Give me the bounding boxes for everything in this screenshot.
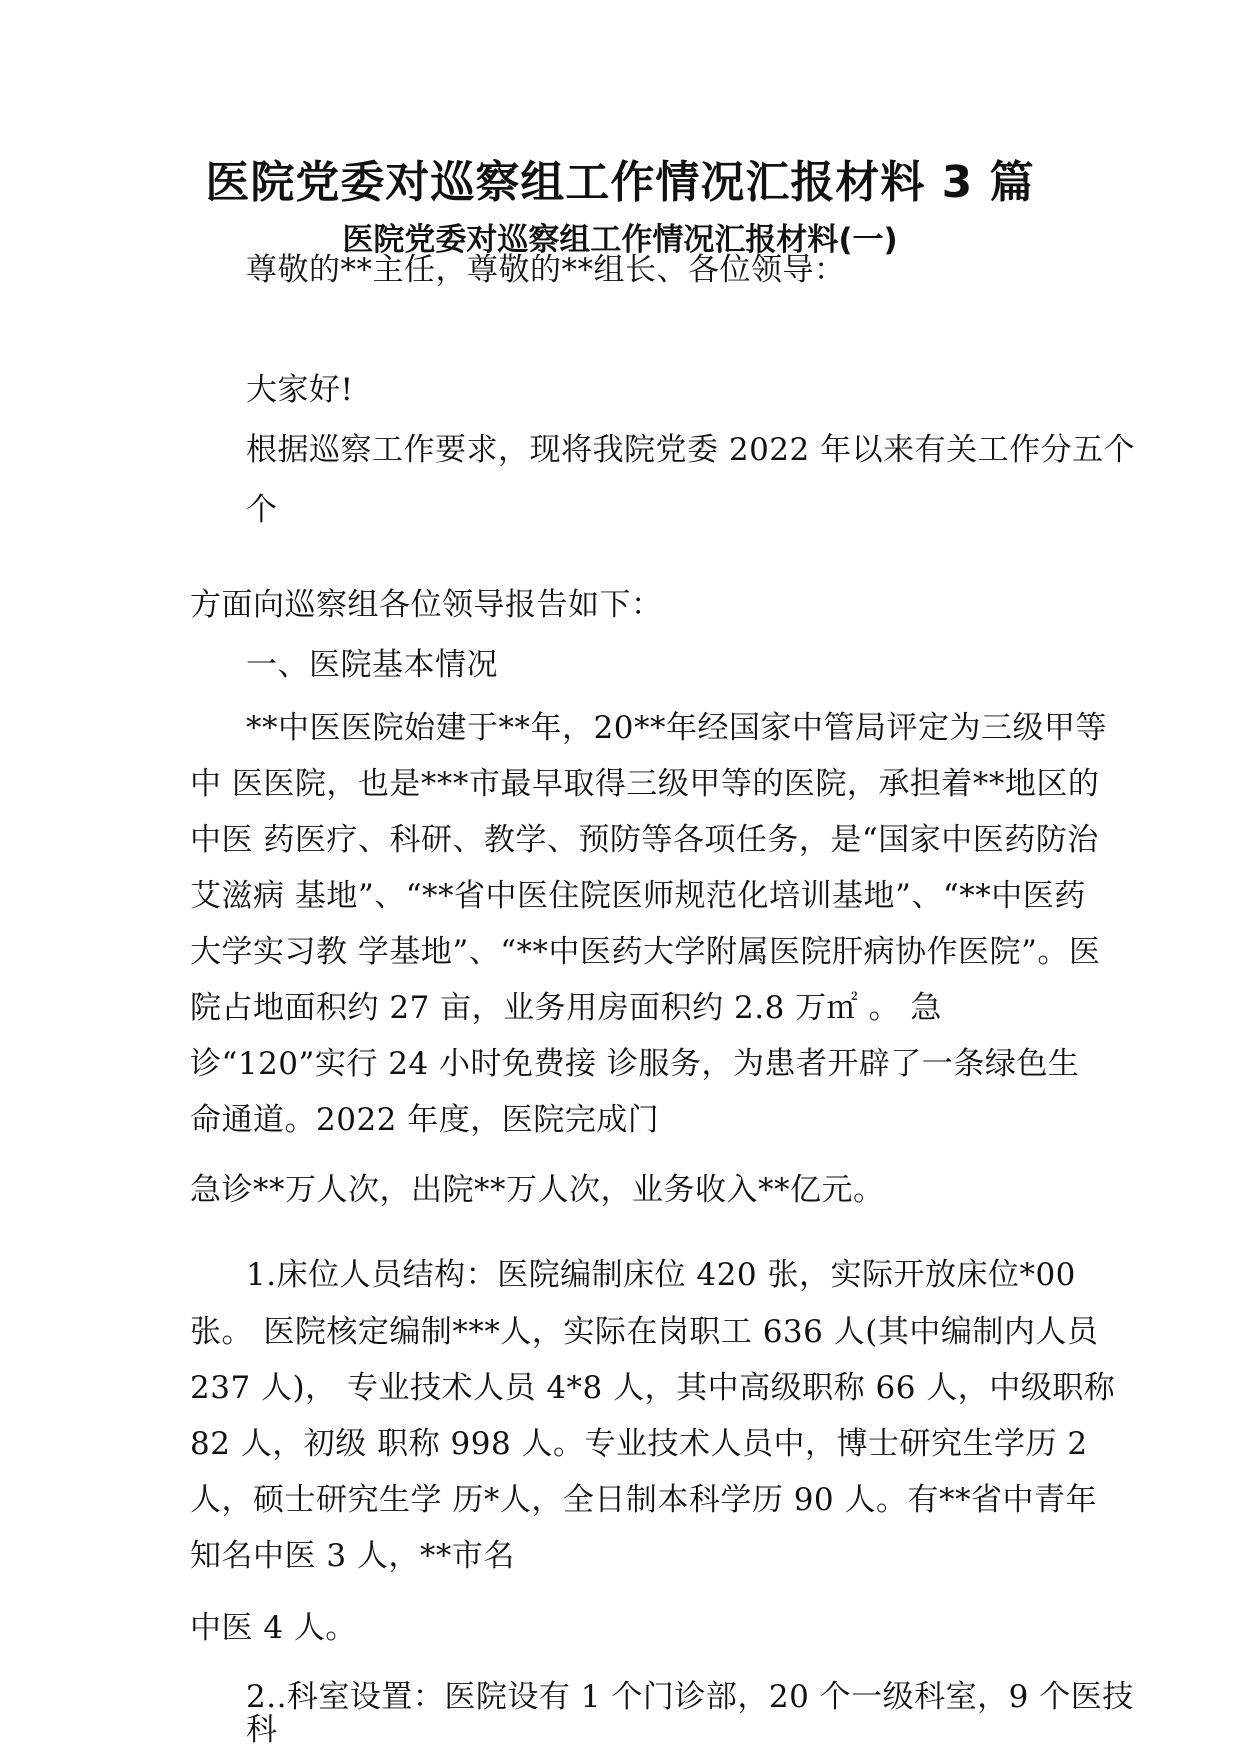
greeting-line: 大家好! <box>246 372 354 408</box>
document-subtitle: 医院党委对巡察组工作情况汇报材料(一) <box>342 222 898 258</box>
paragraph-line: 中医 4 人。 <box>190 1610 357 1646</box>
paragraph-line: **中医医院始建于**年，20**年经国家中管局评定为三级甲等 <box>246 710 1107 746</box>
paragraph-line: 院占地面积约 27 亩，业务用房面积约 2.8 万㎡ 。 急 <box>190 990 942 1026</box>
paragraph-line: 237 人)， 专业技术人员 4*8 人，其中高级职称 66 人，中级职称 <box>190 1370 1116 1406</box>
paragraph-line: 2..科室设置：医院设有 1 个门诊部，20 个一级科室，9 个医技 <box>246 1679 1134 1715</box>
paragraph-line: 艾滋病 基地”、“**省中医住院医师规范化培训基地”、“**中医药 <box>190 878 1086 914</box>
paragraph-line: 科 <box>246 1712 278 1748</box>
paragraph-line: 急诊**万人次，出院**万人次，业务收入**亿元。 <box>190 1172 885 1208</box>
paragraph-line: 大学实习教 学基地”、“**中医药大学附属医院肝病协作医院”。医 <box>190 934 1101 970</box>
paragraph-line: 命通道。2022 年度，医院完成门 <box>190 1102 660 1138</box>
paragraph-line: 根据巡察工作要求，现将我院党委 2022 年以来有关工作分五个 <box>246 432 1136 468</box>
document-title: 医院党委对巡察组工作情况汇报材料 3 篇 <box>205 157 1035 208</box>
paragraph-line: 人，硕士研究生学 历*人，全日制本科学历 90 人。有**省中青年 <box>190 1482 1098 1518</box>
salutation-line: 尊敬的**主任，尊敬的**组长、各位领导： <box>246 252 846 288</box>
paragraph-line: 82 人，初级 职称 998 人。专业技术人员中，博士研究生学历 2 <box>190 1426 1088 1462</box>
paragraph-line: 中医 药医疗、科研、教学、预防等各项任务，是“国家中医药防治 <box>190 822 1099 858</box>
paragraph-line: 方面向巡察组各位领导报告如下： <box>190 587 663 623</box>
section-heading: 一、医院基本情况 <box>246 647 498 683</box>
paragraph-line: 个 <box>246 492 278 528</box>
paragraph-line: 张。 医院核定编制***人，实际在岗职工 636 人(其中编制内人员 <box>190 1314 1099 1350</box>
paragraph-line: 中 医医院，也是***市最早取得三级甲等的医院，承担着**地区的 <box>190 766 1100 802</box>
paragraph-line: 1.床位人员结构：医院编制床位 420 张，实际开放床位*00 <box>246 1257 1076 1293</box>
paragraph-line: 知名中医 3 人，**市名 <box>190 1538 515 1574</box>
paragraph-line: 诊“120”实行 24 小时免费接 诊服务，为患者开辟了一条绿色生 <box>190 1046 1080 1082</box>
